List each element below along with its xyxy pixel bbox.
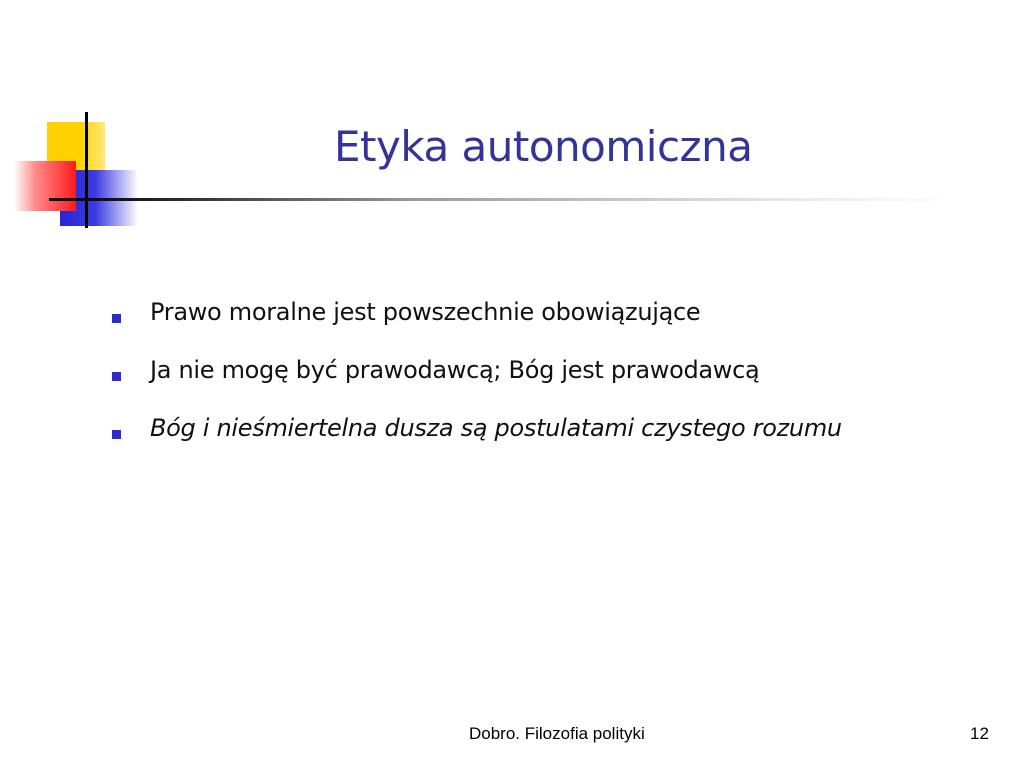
bullet-text: Prawo moralne jest powszechnie obowiązujące [150,298,701,326]
bullet-item [112,296,992,354]
red-square-shape [14,161,76,211]
slide-title: Etyka autonomiczna [334,122,753,171]
bullet-text: Ja nie mogę być prawodawcą; Bóg jest prawodawcą [150,356,760,384]
footer-title: Dobro. Filozofia polityki [469,724,645,743]
square-bullet-icon [112,430,121,439]
title-underline [49,198,959,201]
bullet-text-italic: Bóg i nieśmiertelna dusza są postulatami czystego rozumu [150,414,842,442]
square-bullet-icon [112,314,121,323]
bullet-item [112,354,992,412]
decorative-logo [0,100,150,240]
bullet-list [112,296,992,470]
bullet-item [112,412,992,470]
page-number: 12 [970,724,989,743]
vertical-line-shape [85,112,88,228]
square-bullet-icon [112,372,121,381]
